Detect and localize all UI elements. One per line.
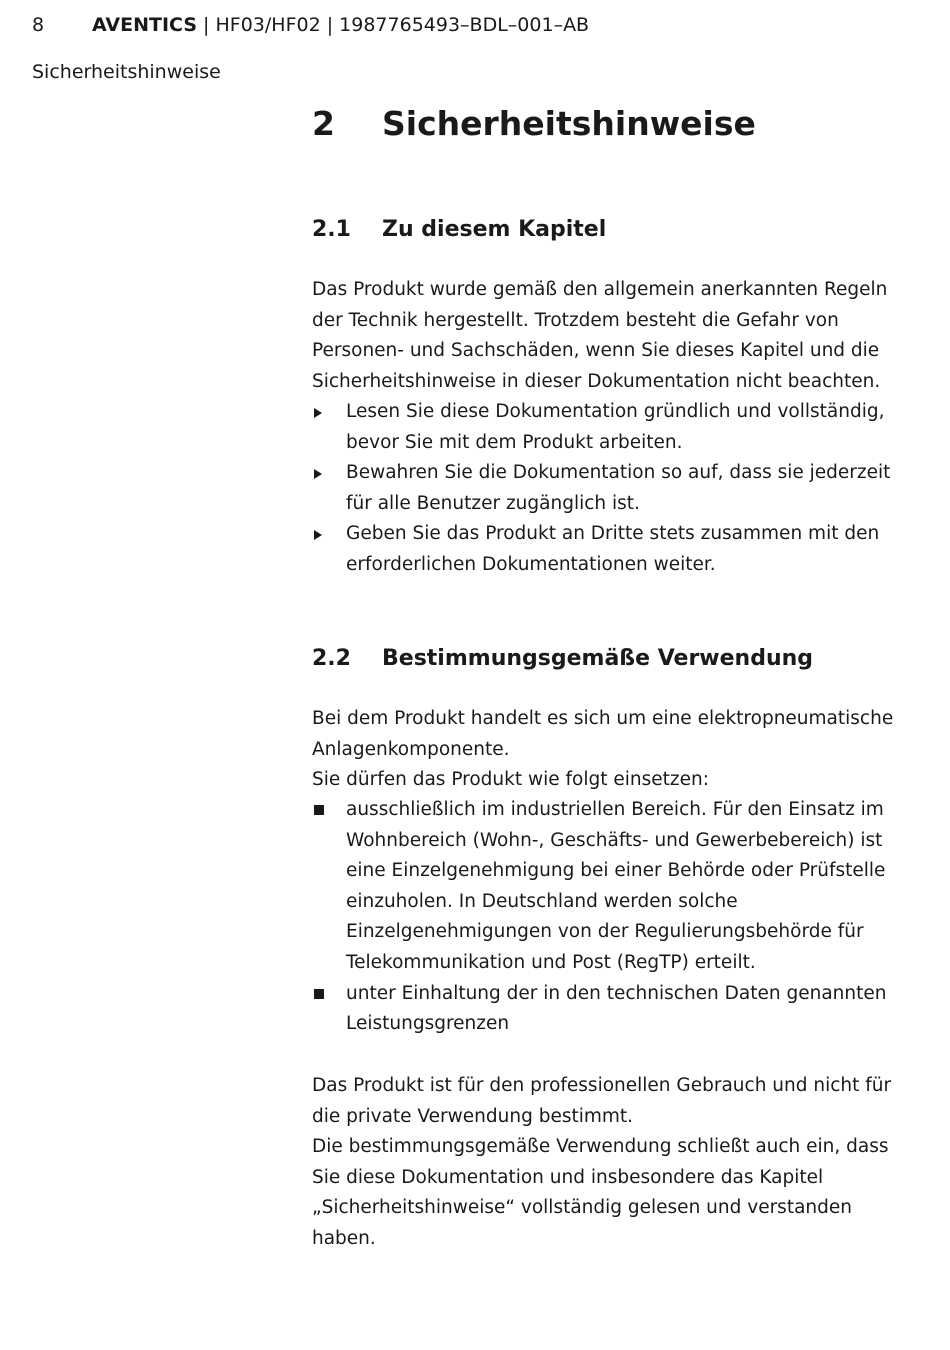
text-line: Die bestimmungsgemäße Verwendung schließt auch ein, dass (312, 1136, 889, 1158)
text-line: eine Einzelgenehmigung bei einer Behörde oder Prüfstelle (346, 860, 886, 882)
usage-list (312, 795, 892, 1040)
text-line: Personen- und Sachschäden, wenn Sie dieses Kapitel und die (312, 340, 880, 362)
section-2-2-intro (312, 704, 892, 796)
section-heading-2-1 (312, 215, 606, 245)
running-section-title: Sicherheitshinweise (32, 61, 221, 83)
text-line: Bewahren Sie die Dokumentation so auf, dass sie jederzeit (346, 462, 891, 484)
text-line: Geben Sie das Produkt an Dritte stets zusammen mit den (346, 523, 880, 545)
text-line: Das Produkt ist für den professionellen Gebrauch und nicht für (312, 1075, 892, 1096)
chapter-title: Sicherheitshinweise (382, 104, 756, 143)
usage-item (312, 979, 892, 1040)
page-number: 8 (32, 14, 45, 36)
text-line: die private Verwendung bestimmt. (312, 1105, 634, 1127)
section-2-2-closing (312, 1071, 892, 1255)
arrow-bullet-icon (314, 469, 322, 479)
arrow-bullet-icon (314, 530, 322, 540)
text-line: Das Produkt wurde gemäß den allgemein anerkannten Regeln (312, 279, 888, 300)
text-line: für alle Benutzer zugänglich ist. (346, 492, 640, 514)
usage-item (312, 795, 892, 979)
text-line: unter Einhaltung der in den technischen Daten genannten (346, 982, 887, 1004)
section-title: Zu diesem Kapitel (382, 217, 607, 242)
arrow-bullet-icon (314, 408, 322, 418)
text-line: Sicherheitshinweise in dieser Dokumentation nicht beachten. (312, 370, 881, 392)
section-number: 2.2 (312, 646, 351, 671)
text-line: Leistungsgrenzen (346, 1013, 510, 1035)
text-line: einzuholen. In Deutschland werden solche (346, 890, 738, 912)
instruction-item (312, 458, 892, 519)
text-line: Sie diese Dokumentation und insbesondere das Kapitel (312, 1166, 824, 1188)
instruction-item (312, 519, 892, 580)
document-reference: | HF03/HF02 | 1987765493–BDL–001–AB (197, 14, 590, 36)
text-line: Sie dürfen das Produkt wie folgt einsetzen: (312, 769, 709, 791)
text-line: Bei dem Produkt handelt es sich um eine elektropneumatische (312, 708, 894, 729)
section-heading-2-2 (312, 644, 813, 674)
page-header (32, 12, 589, 38)
brand-name: AVENTICS (92, 14, 198, 36)
instruction-list (312, 397, 892, 581)
text-line: Einzelgenehmigungen von der Regulierungsbehörde für (346, 921, 864, 943)
text-line: bevor Sie mit dem Produkt arbeiten. (346, 431, 683, 453)
chapter-heading (312, 102, 756, 146)
text-line: erforderlichen Dokumentationen weiter. (346, 553, 716, 575)
chapter-number: 2 (312, 104, 335, 143)
text-line: Lesen Sie diese Dokumentation gründlich und vollständig, (346, 401, 885, 422)
text-line: der Technik hergestellt. Trotzdem besteht die Gefahr von (312, 309, 839, 331)
text-line: Anlagenkomponente. (312, 738, 510, 760)
text-line: „Sicherheitshinweise“ vollständig gelesen und verstanden (312, 1197, 852, 1219)
text-line: Wohnbereich (Wohn-, Geschäfts- und Gewerbebereich) ist (346, 829, 883, 851)
square-bullet-icon (314, 989, 324, 999)
section-title: Bestimmungsgemäße Verwendung (382, 646, 814, 671)
text-line: ausschließlich im industriellen Bereich. Für den Einsatz im (346, 799, 884, 820)
instruction-item (312, 397, 892, 458)
section-2-1-intro (312, 275, 892, 397)
section-number: 2.1 (312, 217, 351, 242)
square-bullet-icon (314, 805, 324, 815)
text-line: Telekommunikation und Post (RegTP) erteilt. (346, 951, 756, 973)
text-line: haben. (312, 1227, 376, 1249)
